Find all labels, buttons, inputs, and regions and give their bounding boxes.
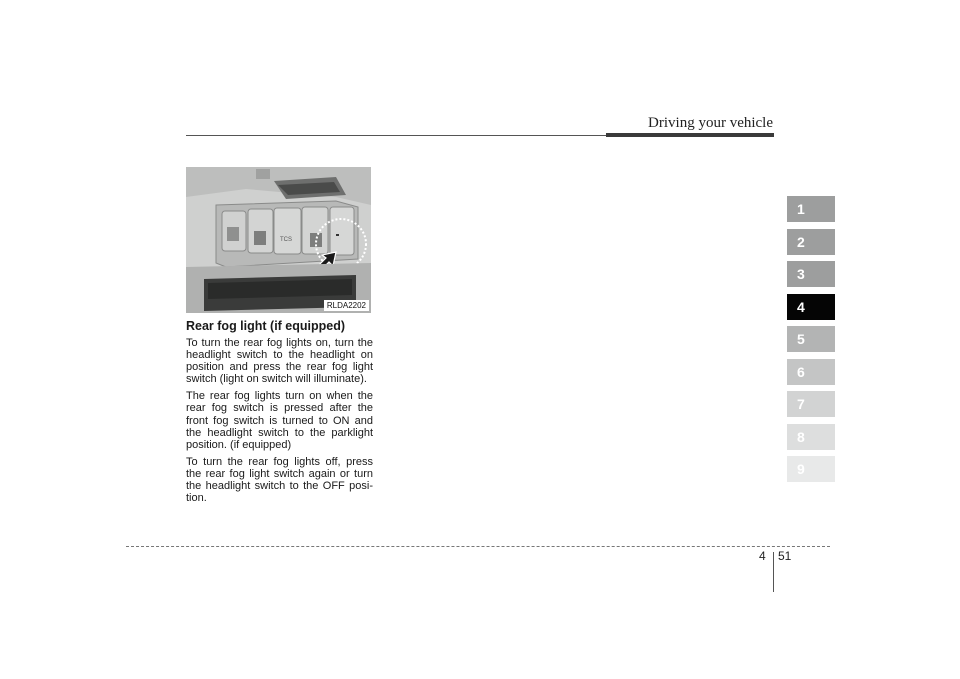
chapter-tab-6[interactable]	[787, 359, 835, 385]
section-body	[186, 337, 373, 509]
paragraph: To turn the rear fog lights off, press the rear fog light switch again or turn the headlight switch to the OFF posi-tion.	[186, 455, 373, 505]
section-title: Driving your vehicle	[648, 115, 773, 131]
header-rule	[186, 135, 606, 136]
chapter-tab-label: 4	[797, 298, 805, 315]
chapter-tab-label: 1	[797, 201, 805, 217]
chapter-tab-9[interactable]	[787, 456, 835, 482]
svg-text:TCS: TCS	[280, 237, 292, 243]
chapter-tab-label: 2	[797, 233, 805, 250]
chapter-tab-label: 7	[797, 396, 805, 412]
chapter-tab-5[interactable]	[787, 326, 835, 352]
paragraph: The rear fog lights turn on when the rear fog switch is pressed after the front fog switch is turned to ON and the headlight switch to the parklight position. (if equipped)	[186, 390, 373, 451]
header-rule-accent	[606, 133, 774, 137]
chapter-number: 4	[759, 549, 766, 563]
chapter-tabs	[787, 196, 835, 489]
chapter-tab-label: 9	[797, 461, 805, 477]
page-number: 51	[778, 549, 792, 563]
footer-rule	[126, 546, 830, 547]
paragraph: To turn the rear fog lights on, turn the headlight switch to the headlight on position and press the rear fog light switch (light on switch will illuminate).	[186, 337, 373, 386]
chapter-tab-8[interactable]	[787, 424, 835, 450]
chapter-tab-4-active[interactable]	[787, 294, 835, 320]
chapter-tab-label: 8	[797, 428, 805, 445]
figure-code: RLDA2202	[324, 300, 369, 311]
chapter-tab-label: 5	[797, 331, 805, 347]
chapter-tab-label: 3	[797, 266, 805, 282]
chapter-tab-2[interactable]	[787, 229, 835, 255]
dashboard-switch-illustration	[186, 167, 371, 313]
section-heading: Rear fog light (if equipped)	[186, 319, 346, 333]
chapter-tab-label: 6	[797, 363, 805, 380]
chapter-tab-1[interactable]	[787, 196, 835, 222]
dashboard-panel-image	[186, 167, 371, 313]
chapter-tab-7[interactable]	[787, 391, 835, 417]
chapter-tab-3[interactable]	[787, 261, 835, 287]
footer-divider	[773, 552, 774, 592]
